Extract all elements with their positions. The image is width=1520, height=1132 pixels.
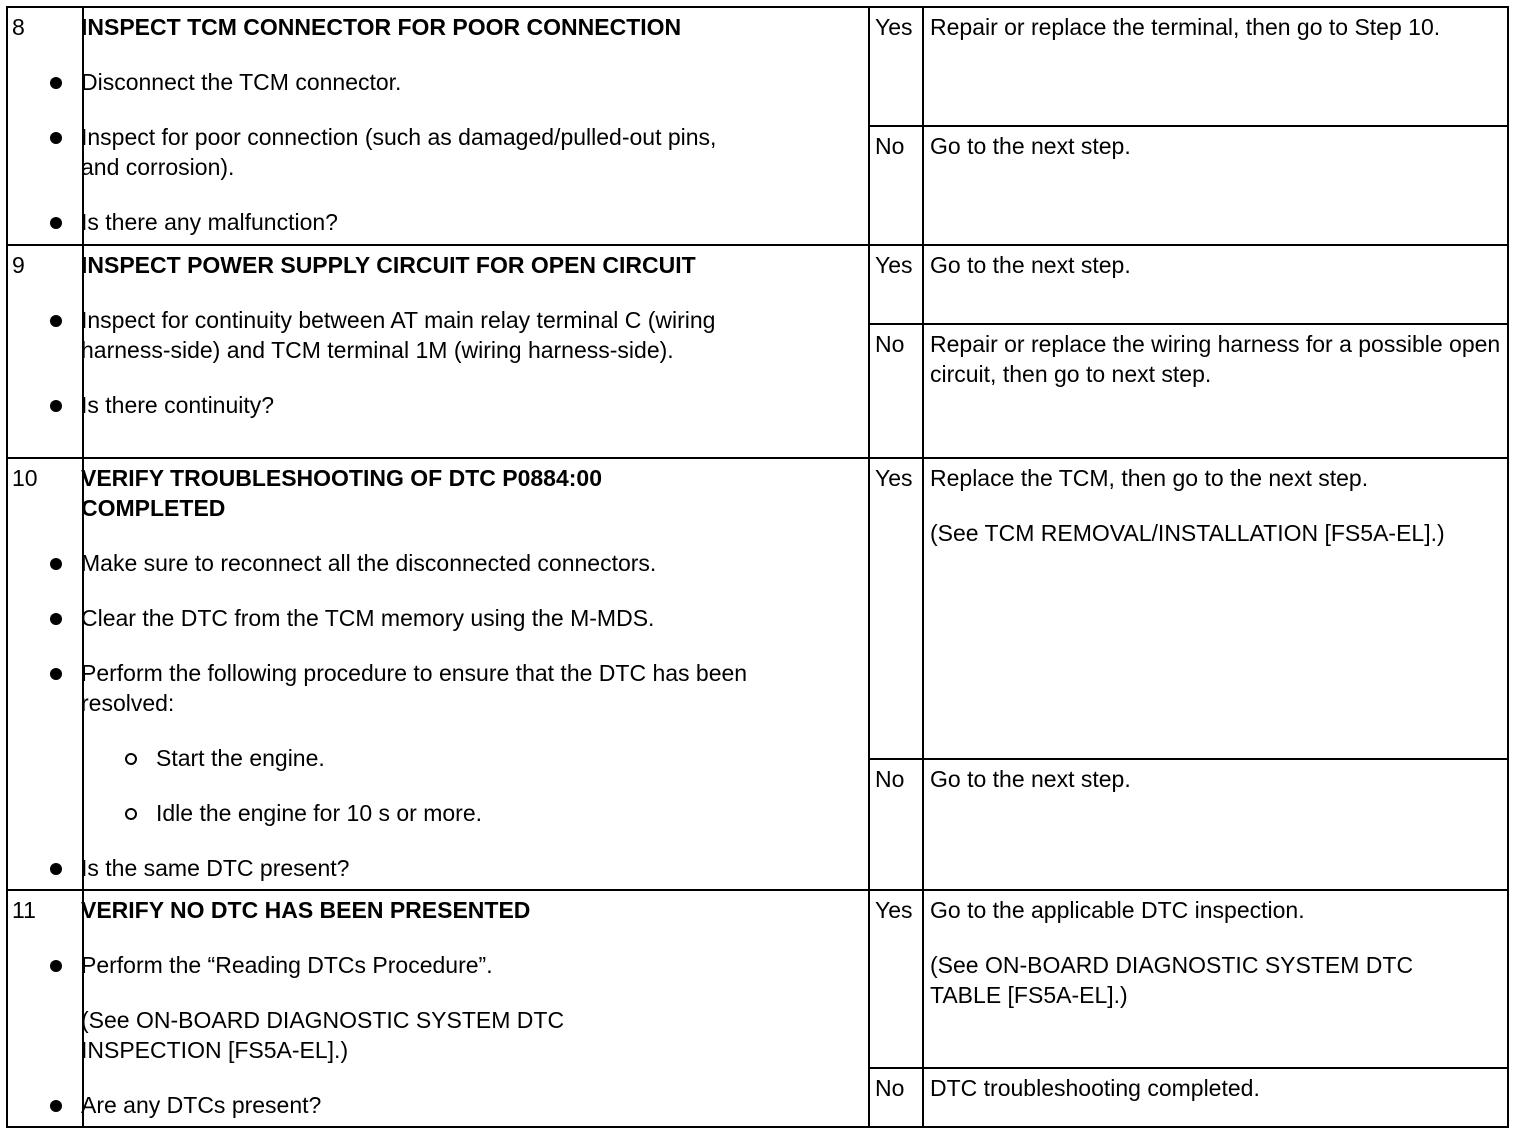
sub-bullet-item: Start the engine. <box>8 743 870 773</box>
step-number: 8 <box>7 7 83 245</box>
bullet-item: Is the same DTC present? <box>8 853 870 883</box>
yes-result: Go to the next step. <box>923 245 1508 324</box>
step-number: 9 <box>7 245 83 458</box>
step-8-description <box>83 7 869 245</box>
yes-result <box>923 890 1508 1068</box>
bullet-item: Inspect for poor connection (such as damaged/pulled-out pins, and corrosion). <box>8 122 721 182</box>
step-11-description <box>83 890 869 1127</box>
step-8-row-yes <box>7 7 1508 126</box>
step-9-description <box>83 245 869 458</box>
no-label: No <box>869 1068 923 1127</box>
no-label: No <box>869 126 923 245</box>
no-result: Go to the next step. <box>923 126 1508 245</box>
yes-result-text: Replace the TCM, then go to the next step. <box>930 465 1369 491</box>
yes-label: Yes <box>869 890 923 1068</box>
troubleshooting-table <box>6 6 1509 1128</box>
yes-result <box>923 458 1508 759</box>
bullet-item: Make sure to reconnect all the disconnected connectors. <box>8 548 870 578</box>
bullet-item: Clear the DTC from the TCM memory using the M-MDS. <box>8 603 870 633</box>
bullet-item: Perform the “Reading DTCs Procedure”. <box>8 950 870 980</box>
bullet-item: Inspect for continuity between AT main relay terminal C (wiring harness-side) and TCM terminal 1M (wiring harness-side). <box>8 305 721 365</box>
step-10-description <box>83 458 869 890</box>
yes-label: Yes <box>869 7 923 126</box>
sub-bullet-item: Idle the engine for 10 s or more. <box>8 798 870 828</box>
no-result: Repair or replace the wiring harness for a possible open circuit, then go to next step. <box>923 324 1508 458</box>
yes-result-text: Go to the applicable DTC inspection. <box>930 897 1305 923</box>
step-title: INSPECT POWER SUPPLY CIRCUIT FOR OPEN CIRCUIT <box>81 252 696 278</box>
step-title: INSPECT TCM CONNECTOR FOR POOR CONNECTION <box>81 14 682 40</box>
no-result: DTC troubleshooting completed. <box>923 1068 1508 1127</box>
step-number: 11 <box>7 890 83 1127</box>
yes-label: Yes <box>869 458 923 759</box>
bullet-item: Is there any malfunction? <box>8 207 870 237</box>
step-11-row-yes <box>7 890 1508 1068</box>
troubleshooting-table-page <box>6 6 1507 1126</box>
bullet-item: Are any DTCs present? <box>8 1090 870 1120</box>
bullet-item: Is there continuity? <box>8 390 870 420</box>
no-result: Go to the next step. <box>923 759 1508 890</box>
no-label: No <box>869 324 923 458</box>
step-10-row-yes <box>7 458 1508 759</box>
no-label: No <box>869 759 923 890</box>
bullet-item: Disconnect the TCM connector. <box>8 67 870 97</box>
yes-result-reference: (See ON-BOARD DIAGNOSTIC SYSTEM DTC TABLE [FS5A-EL].) <box>930 952 1414 1008</box>
reference-note: (See ON-BOARD DIAGNOSTIC SYSTEM DTC INSPECTION [FS5A-EL].) <box>81 1007 565 1063</box>
yes-result-reference: (See TCM REMOVAL/INSTALLATION [FS5A-EL].) <box>930 520 1445 546</box>
yes-result: Repair or replace the terminal, then go to Step 10. <box>923 7 1508 126</box>
bullet-item: Perform the following procedure to ensure that the DTC has been resolved: <box>8 658 761 718</box>
yes-label: Yes <box>869 245 923 324</box>
step-9-row-yes <box>7 245 1508 324</box>
step-number: 10 <box>7 458 83 890</box>
step-title: VERIFY NO DTC HAS BEEN PRESENTED <box>81 897 531 923</box>
step-title: VERIFY TROUBLESHOOTING OF DTC P0884:00 COMPLETED <box>81 465 603 521</box>
